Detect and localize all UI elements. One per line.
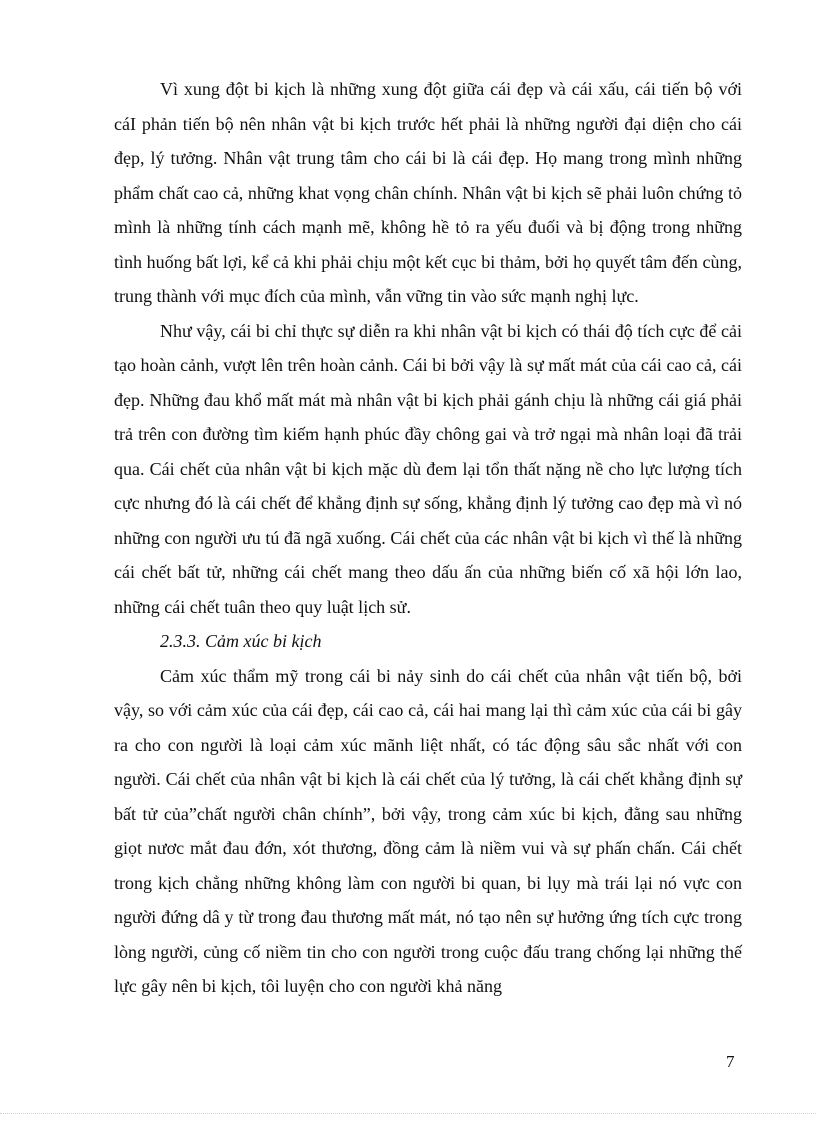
paragraph-3: Cảm xúc thẩm mỹ trong cái bi nảy sinh do cái chết của nhân vật tiến bộ, bởi vậy, so với cảm xúc của cái đẹp, cái cao cả, cái hai mang lại thì cảm xúc của cái bi gây ra cho con người là loại cảm xúc mãnh liệt nhất, có tác động sâu sắc nhất với con người. Cái chết của nhân vật bi kịch là cái chết của lý tưởng, là cái chết khẳng định sự bất tử của”chất người chân chính”, bởi vậy, trong cảm xúc bi kịch, đằng sau những giọt nươc mắt đau đớn, xót thương, đồng cảm là niềm vui và sự phấn chấn. Cái chết trong kịch chẳng những không làm con người bi quan, bi lụy mà trái lại nó vực con người đứng dâ y từ trong đau thương mất mát, nó tạo nên sự hưởng ứng tích cực trong lòng người, củng cố niềm tin cho con người trong cuộc đấu trang chống lại những thế lực gây nên bi kịch, tôi luyện cho con người khả năng [114, 665, 742, 996]
page-number: 7 [726, 1052, 735, 1071]
page-bottom-divider [0, 1113, 816, 1114]
document-body [114, 72, 742, 1004]
paragraph-2: Như vậy, cái bi chỉ thực sự diễn ra khi nhân vật bi kịch có thái độ tích cực để cải tạo hoàn cảnh, vượt lên trên hoàn cảnh. Cái bi bởi vậy là sự mất mát của cái cao cả, cái đẹp. Những đau khổ mất mát mà nhân vật bi kịch phải gánh chịu là những cái giá phải trả trên con đường tìm kiếm hạnh phúc đầy chông gai và trở ngại mà nhân loại đã trải qua. Cái chết của nhân vật bi kịch mặc dù đem lại tổn thất nặng nề cho lực lượng tích cực nhưng đó là cái chết để khẳng định sự sống, khẳng định lý tưởng cao đẹp mà vì nó những con người ưu tú đã ngã xuống. Cái chết của các nhân vật bi kịch vì thế là những cái chết bất tử, những cái chết mang theo dấu ấn của những biến cố xã hội lớn lao, những cái chết tuân theo quy luật lịch sử. [114, 320, 742, 617]
section-heading: 2.3.3. Cảm xúc bi kịch [160, 631, 322, 651]
paragraph-1: Vì xung đột bi kịch là những xung đột giữa cái đẹp và cái xấu, cái tiến bộ với cáI phản tiến bộ nên nhân vật bi kịch trước hết phải là những người đại diện cho cái đẹp, lý tưởng. Nhân vật trung tâm cho cái bi là cái đẹp. Họ mang trong mình những phẩm chất cao cả, những khat vọng chân chính. Nhân vật bi kịch sẽ phải luôn chứng tỏ mình là những tính cách mạnh mẽ, không hề tỏ ra yếu đuối và bị động trong những tình huống bất lợi, kể cả khi phải chịu một kết cục bi thảm, bởi họ quyết tâm đến cùng, trung thành với mục đích của mình, vẫn vững tin vào sức mạnh nghị lực. [114, 79, 742, 306]
